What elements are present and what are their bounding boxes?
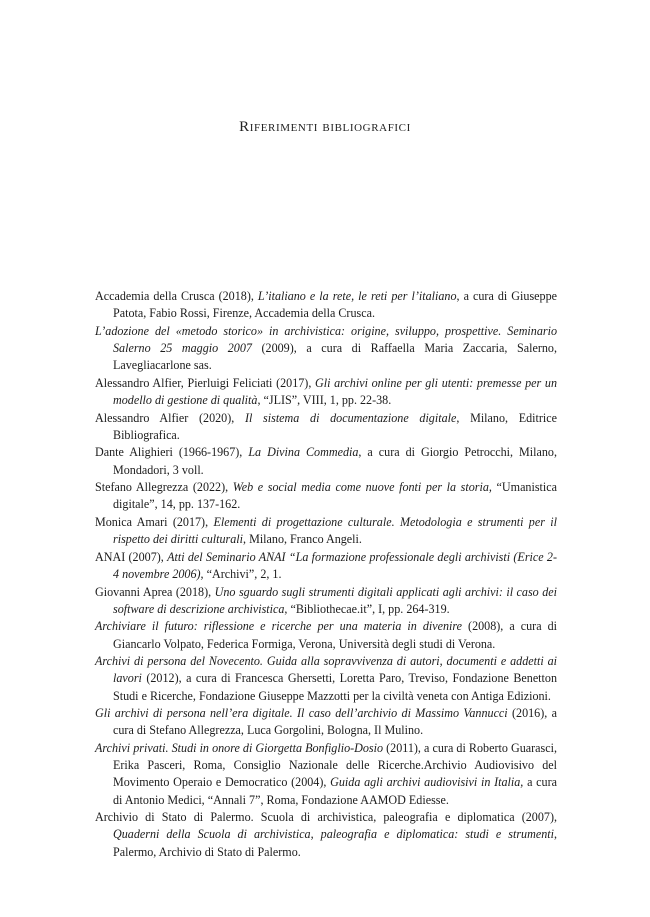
- entry-details: , Milano, Editrice Bibliografica.: [113, 410, 557, 442]
- entry-title: Archivi privati. Studi in onore di Giorgetta Bonfiglio-Dosio: [95, 740, 384, 755]
- entry-author: Alessandro Alfier (2020),: [95, 410, 245, 425]
- entry-title: Archiviare il futuro: riflessione e ricerche per una materia in divenire: [95, 619, 463, 634]
- entry-details: “Archivi”, 2, 1.: [203, 566, 282, 581]
- bibliography-entry: [95, 549, 557, 583]
- entry-title: L’italiano e la rete, le reti per l’italiano: [257, 289, 457, 303]
- bibliography-entry: [95, 479, 557, 513]
- entry-title: Web e social media come nuove fonti per la storia,: [232, 480, 492, 495]
- entry-title: Gli archivi online per gli utenti: premesse per un modello di gestione di qualità: [113, 375, 558, 407]
- bibliography-entry: [95, 584, 557, 618]
- bibliography-entry: [95, 410, 557, 444]
- entry-details: , a cura di Giorgio Petrocchi, Milano, Mondadori, 3 voll.: [113, 445, 557, 477]
- entry-details: , “JLIS”, VIII, 1, pp. 22-38.: [257, 393, 392, 407]
- entry-author: Giovanni Aprea (2018),: [95, 584, 215, 599]
- bibliography-entry: [95, 653, 557, 705]
- entry-details: , a cura di Giuseppe Patota, Fabio Rossi, Firenze, Accademia della Crusca.: [113, 289, 557, 321]
- entry-title: Uno sguardo sugli strumenti digitali applicati agli archivi: il caso dei software di descrizione archivistica: [113, 584, 557, 616]
- entry-title: L’adozione del «metodo storico» in archivistica: origine, sviluppo, prospettive. Seminario Salerno 25 maggio 2007: [95, 323, 557, 355]
- bibliography-entry: [95, 444, 557, 478]
- entry-title: Atti del Seminario ANAI “La formazione professionale degli archivisti (Erice 2-4 novembre 2006),: [113, 549, 557, 581]
- entry-details: , Palermo, Archivio di Stato di Palermo.: [113, 827, 557, 859]
- entry-title: Archivi di persona del Novecento. Guida alla sopravvivenza di autori, documenti e addetti ai lavori: [95, 654, 557, 686]
- entry-author: Accademia della Crusca (2018),: [95, 289, 258, 303]
- bibliography-entry: [95, 705, 557, 739]
- entry-author: Monica Amari (2017),: [95, 514, 214, 529]
- entry-author: ANAI (2007),: [95, 549, 168, 564]
- entry-title: La Divina Commedia: [248, 445, 359, 460]
- entry-details: (2009), a cura di Raffaella Maria Zaccaria, Salerno, Lavegliacarlone sas.: [113, 341, 557, 373]
- entry-details: (2012), a cura di Francesca Ghersetti, Loretta Paro, Treviso, Fondazione Benetton Studi e Ricerche, Fondazione Giuseppe Mazzotti per la civiltà veneta con Antiga Edizioni.: [113, 671, 557, 703]
- bibliography-list: [95, 288, 557, 861]
- bibliography-entry: [95, 288, 557, 322]
- bibliography-entry: [95, 323, 557, 375]
- entry-details: “Umanistica digitale”, 14, pp. 137-162.: [113, 480, 558, 512]
- bibliography-entry: [95, 375, 557, 409]
- entry-title: Gli archivi di persona nell’era digitale. Il caso dell’archivio di Massimo Vannucci: [95, 706, 508, 721]
- entry-author: Dante Alighieri (1966-1967),: [95, 445, 249, 460]
- entry-author: Alessandro Alfier, Pierluigi Feliciati (2017),: [95, 375, 316, 390]
- entry-details: , Milano, Franco Angeli.: [243, 532, 362, 547]
- entry-author: Archivio di Stato di Palermo. Scuola di archivistica, paleografia e diplomatica (2007),: [95, 810, 557, 825]
- entry-title-2: Guida agli archivi audiovisivi in Italia,: [330, 775, 524, 790]
- bibliography-entry: [95, 514, 557, 548]
- bibliography-entry: [95, 618, 557, 652]
- entry-title: Quaderni della Scuola di archivistica, paleografia e diplomatica: studi e strumenti: [113, 827, 554, 842]
- page-title: Riferimenti bibliografici: [239, 119, 411, 135]
- entry-details: (2016), a cura di Stefano Allegrezza, Luca Gorgolini, Bologna, Il Mulino.: [113, 706, 557, 738]
- entry-details-2: a cura di Antonio Medici, “Annali 7”, Roma, Fondazione AAMOD Ediesse.: [113, 775, 557, 807]
- entry-details: (2008), a cura di Giancarlo Volpato, Federica Formiga, Verona, Università degli studi di Verona.: [113, 619, 557, 651]
- entry-title: Il sistema di documentazione digitale: [244, 410, 457, 425]
- bibliography-entry: [95, 809, 557, 861]
- entry-author: Stefano Allegrezza (2022),: [95, 480, 233, 495]
- bibliography-entry: [95, 740, 557, 809]
- entry-details: (2011), a cura di Roberto Guarasci, Erika Pasceri, Roma, Consiglio Nazionale delle Ricerche.Archivio Audiovisivo del Movimento Operaio e Democratico (2004),: [113, 740, 557, 790]
- entry-details: , “Bibliothecae.it”, I, pp. 264-319.: [284, 601, 450, 616]
- entry-title: Elementi di progettazione culturale. Metodologia e strumenti per il rispetto dei diritti culturali: [113, 514, 557, 547]
